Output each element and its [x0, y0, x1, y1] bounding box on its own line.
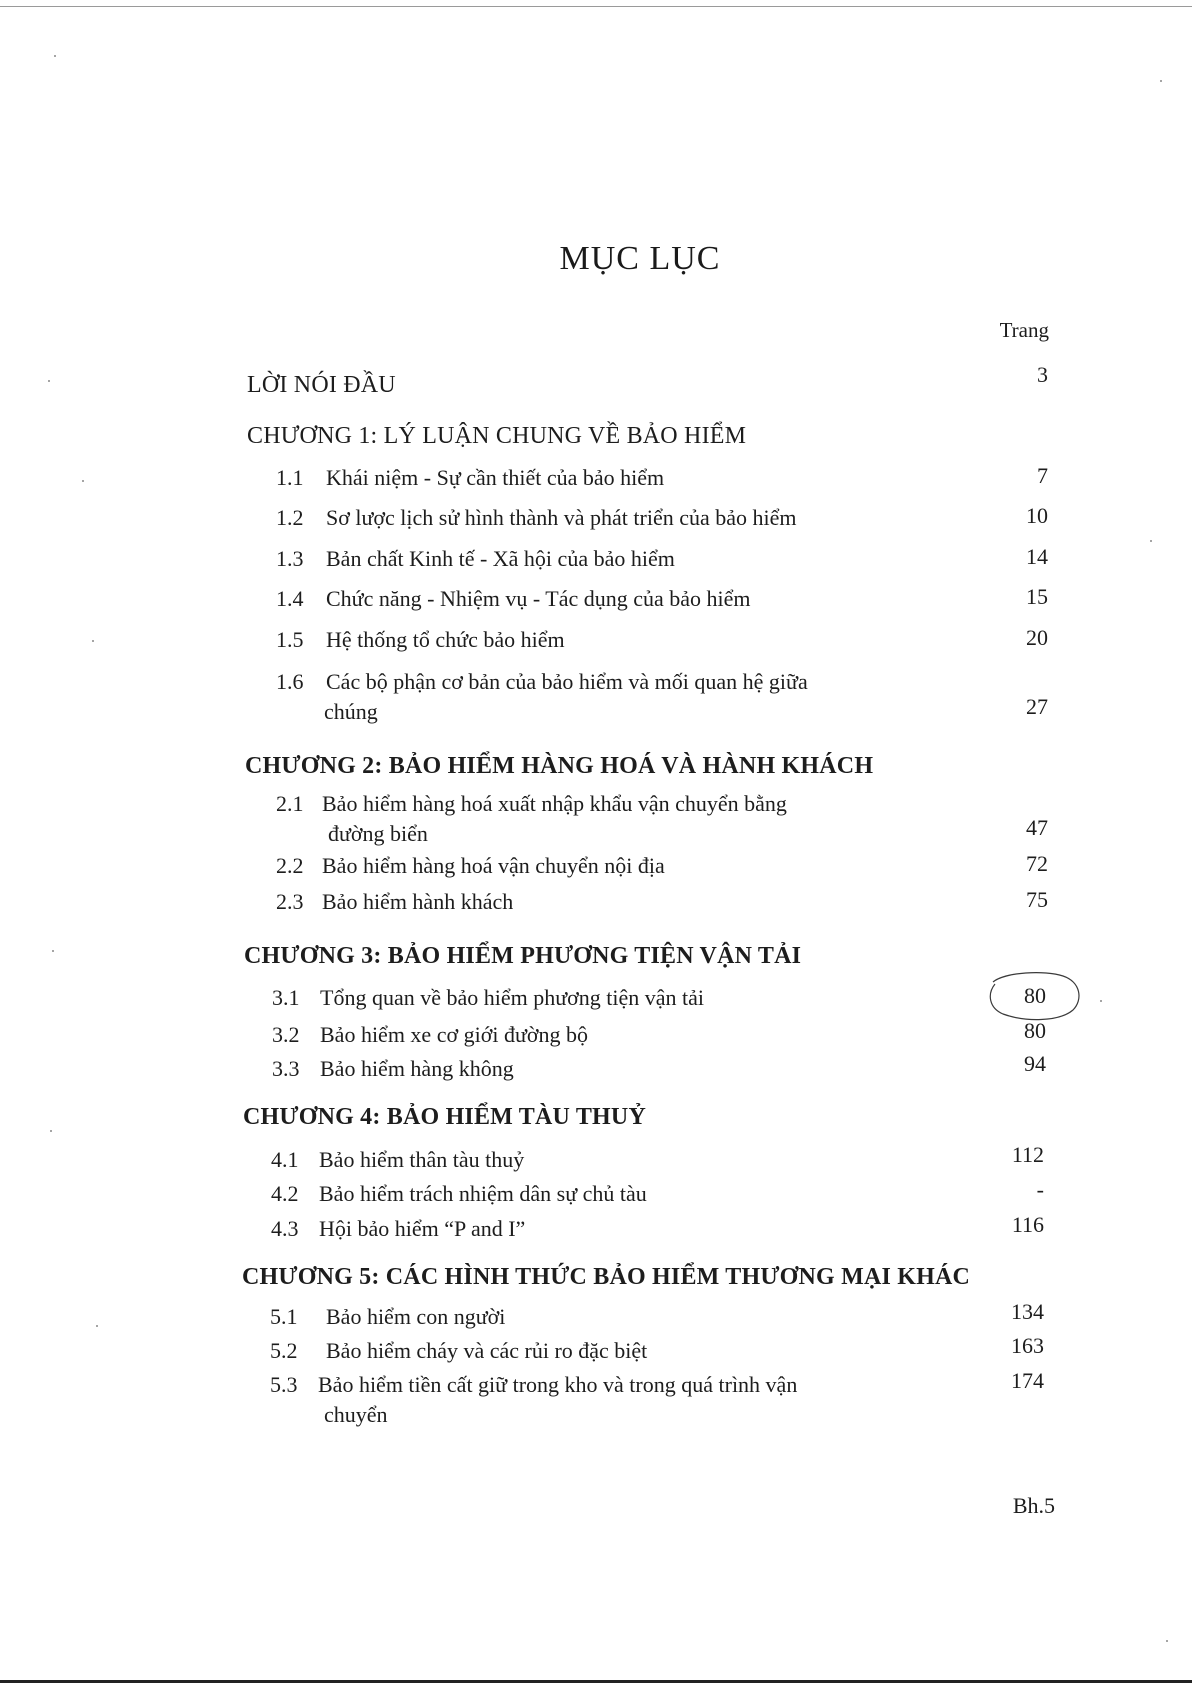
pen-circle-mark: [985, 970, 1085, 1030]
section-number: 2.1: [276, 791, 304, 816]
section-number: 5.3: [270, 1372, 298, 1397]
section-title: Bảo hiểm tiền cất giữ trong kho và trong quá trình vận: [318, 1372, 798, 1397]
toc-entry-3-2: [272, 1020, 588, 1050]
section-title: Bảo hiểm hành khách: [322, 889, 514, 914]
toc-chapter-5: CHƯƠNG 5: CÁC HÌNH THỨC BẢO HIỂM THƯƠNG MẠI KHÁC: [242, 1264, 971, 1290]
page-title: MỤC LỤC: [559, 240, 721, 277]
toc-entry-5-3: [270, 1370, 797, 1430]
section-number: 1.3: [276, 546, 304, 571]
toc-entry-1-4: [276, 584, 751, 614]
bottom-scan-edge: [0, 1680, 1192, 1683]
scan-speck: [48, 380, 50, 382]
toc-page-5-2: 163: [1011, 1333, 1044, 1358]
section-title: Bảo hiểm hàng không: [320, 1056, 514, 1081]
section-title: Bảo hiểm hàng hoá xuất nhập khẩu vận chuyển bằng: [322, 791, 787, 816]
section-number: 1.4: [276, 586, 304, 611]
top-scan-edge: [0, 6, 1192, 7]
toc-page-1-6: 27: [1026, 694, 1048, 719]
section-number: 3.1: [272, 985, 300, 1010]
section-title: Sơ lược lịch sử hình thành và phát triển của bảo hiểm: [326, 505, 797, 530]
section-title-continued: đường biển: [328, 821, 428, 846]
toc-entry-4-2: [271, 1179, 647, 1209]
section-number: 1.1: [276, 465, 304, 490]
scan-speck: [54, 55, 56, 57]
scan-speck: [1150, 540, 1152, 542]
toc-entry-foreword: LỜI NÓI ĐẦU: [247, 372, 396, 398]
section-title-continued: chúng: [324, 699, 378, 724]
section-title: Bản chất Kinh tế - Xã hội của bảo hiểm: [326, 546, 675, 571]
section-title: Hệ thống tổ chức bảo hiểm: [326, 627, 565, 652]
section-title: Bảo hiểm thân tàu thuỷ: [319, 1147, 525, 1172]
section-number: 3.3: [272, 1056, 300, 1081]
toc-chapter-3: CHƯƠNG 3: BẢO HIỂM PHƯƠNG TIỆN VẬN TẢI: [244, 943, 802, 969]
section-number: 5.1: [270, 1304, 298, 1329]
section-number: 1.5: [276, 627, 304, 652]
toc-page-1-4: 15: [1026, 584, 1048, 609]
toc-page-foreword: 3: [1037, 362, 1048, 387]
toc-entry-5-1: [270, 1302, 505, 1332]
toc-entry-4-1: [271, 1145, 524, 1175]
toc-page-2-2: 72: [1026, 851, 1048, 876]
scan-speck: [1166, 1640, 1168, 1642]
toc-entry-1-2: [276, 503, 797, 533]
section-title: Các bộ phận cơ bản của bảo hiểm và mối quan hệ giữa: [326, 669, 808, 694]
toc-page-3-2: 80: [1024, 1018, 1046, 1043]
toc-page-2-1: 47: [1026, 815, 1048, 840]
toc-page-1-5: 20: [1026, 625, 1048, 650]
scan-speck: [1160, 80, 1162, 82]
toc-page-5-1: 134: [1011, 1299, 1044, 1324]
section-title: Bảo hiểm cháy và các rủi ro đặc biệt: [326, 1338, 648, 1363]
toc-page-3-3: 94: [1024, 1051, 1046, 1076]
section-number: 2.3: [276, 889, 304, 914]
scan-speck: [82, 480, 84, 482]
toc-chapter-2: CHƯƠNG 2: BẢO HIỂM HÀNG HOÁ VÀ HÀNH KHÁCH: [245, 753, 874, 779]
page-footer-code: Bh.5: [1012, 1493, 1055, 1518]
section-title: Chức năng - Nhiệm vụ - Tác dụng của bảo hiểm: [326, 586, 751, 611]
toc-page-5-3: 174: [1011, 1368, 1044, 1393]
section-number: 5.2: [270, 1338, 298, 1363]
toc-chapter-4: CHƯƠNG 4: BẢO HIỂM TÀU THUỶ: [243, 1104, 646, 1130]
toc-chapter-1: CHƯƠNG 1: LÝ LUẬN CHUNG VỀ BẢO HIỂM: [247, 423, 747, 449]
scan-speck: [1100, 1000, 1102, 1002]
page-column-label: Trang: [999, 318, 1049, 342]
section-number: 2.2: [276, 853, 304, 878]
toc-entry-1-5: [276, 625, 565, 655]
scan-speck: [96, 1325, 98, 1327]
toc-page-1-3: 14: [1026, 544, 1048, 569]
section-title-continued: chuyển: [324, 1402, 388, 1427]
toc-page-4-2: -: [1036, 1177, 1044, 1202]
section-number: 3.2: [272, 1022, 300, 1047]
section-title: Hội bảo hiểm “P and I”: [319, 1216, 526, 1241]
section-title: Tổng quan về bảo hiểm phương tiện vận tải: [320, 985, 705, 1010]
toc-entry-1-3: [276, 544, 675, 574]
scan-speck: [50, 1130, 52, 1132]
toc-entry-5-2: [270, 1336, 647, 1366]
toc-page-4-1: 112: [1011, 1142, 1044, 1167]
toc-entry-1-1: [276, 463, 664, 493]
section-title: Bảo hiểm xe cơ giới đường bộ: [320, 1022, 589, 1047]
toc-page-1-2: 10: [1026, 503, 1048, 528]
toc-entry-4-3: [271, 1214, 525, 1244]
section-number: 1.6: [276, 669, 304, 694]
toc-page-2-3: 75: [1026, 887, 1048, 912]
section-title: Bảo hiểm trách nhiệm dân sự chủ tàu: [319, 1181, 647, 1206]
scan-speck: [52, 950, 54, 952]
section-number: 4.2: [271, 1181, 299, 1206]
section-title: Khái niệm - Sự cần thiết của bảo hiểm: [326, 465, 665, 490]
toc-entry-3-1: [272, 983, 704, 1013]
section-title: Bảo hiểm hàng hoá vận chuyển nội địa: [322, 853, 665, 878]
toc-entry-1-6: [276, 667, 808, 727]
toc-page-3-1: 80: [1024, 983, 1046, 1008]
section-number: 4.1: [271, 1147, 299, 1172]
toc-page-4-3: 116: [1011, 1212, 1044, 1237]
section-number: 1.2: [276, 505, 304, 530]
toc-entry-2-2: [276, 851, 665, 881]
toc-entry-2-1: [276, 789, 787, 849]
toc-page-1-1: 7: [1037, 463, 1048, 488]
section-title: Bảo hiểm con người: [326, 1304, 506, 1329]
toc-entry-2-3: [276, 887, 513, 917]
toc-entry-3-3: [272, 1054, 514, 1084]
section-number: 4.3: [271, 1216, 299, 1241]
scan-speck: [92, 640, 94, 642]
